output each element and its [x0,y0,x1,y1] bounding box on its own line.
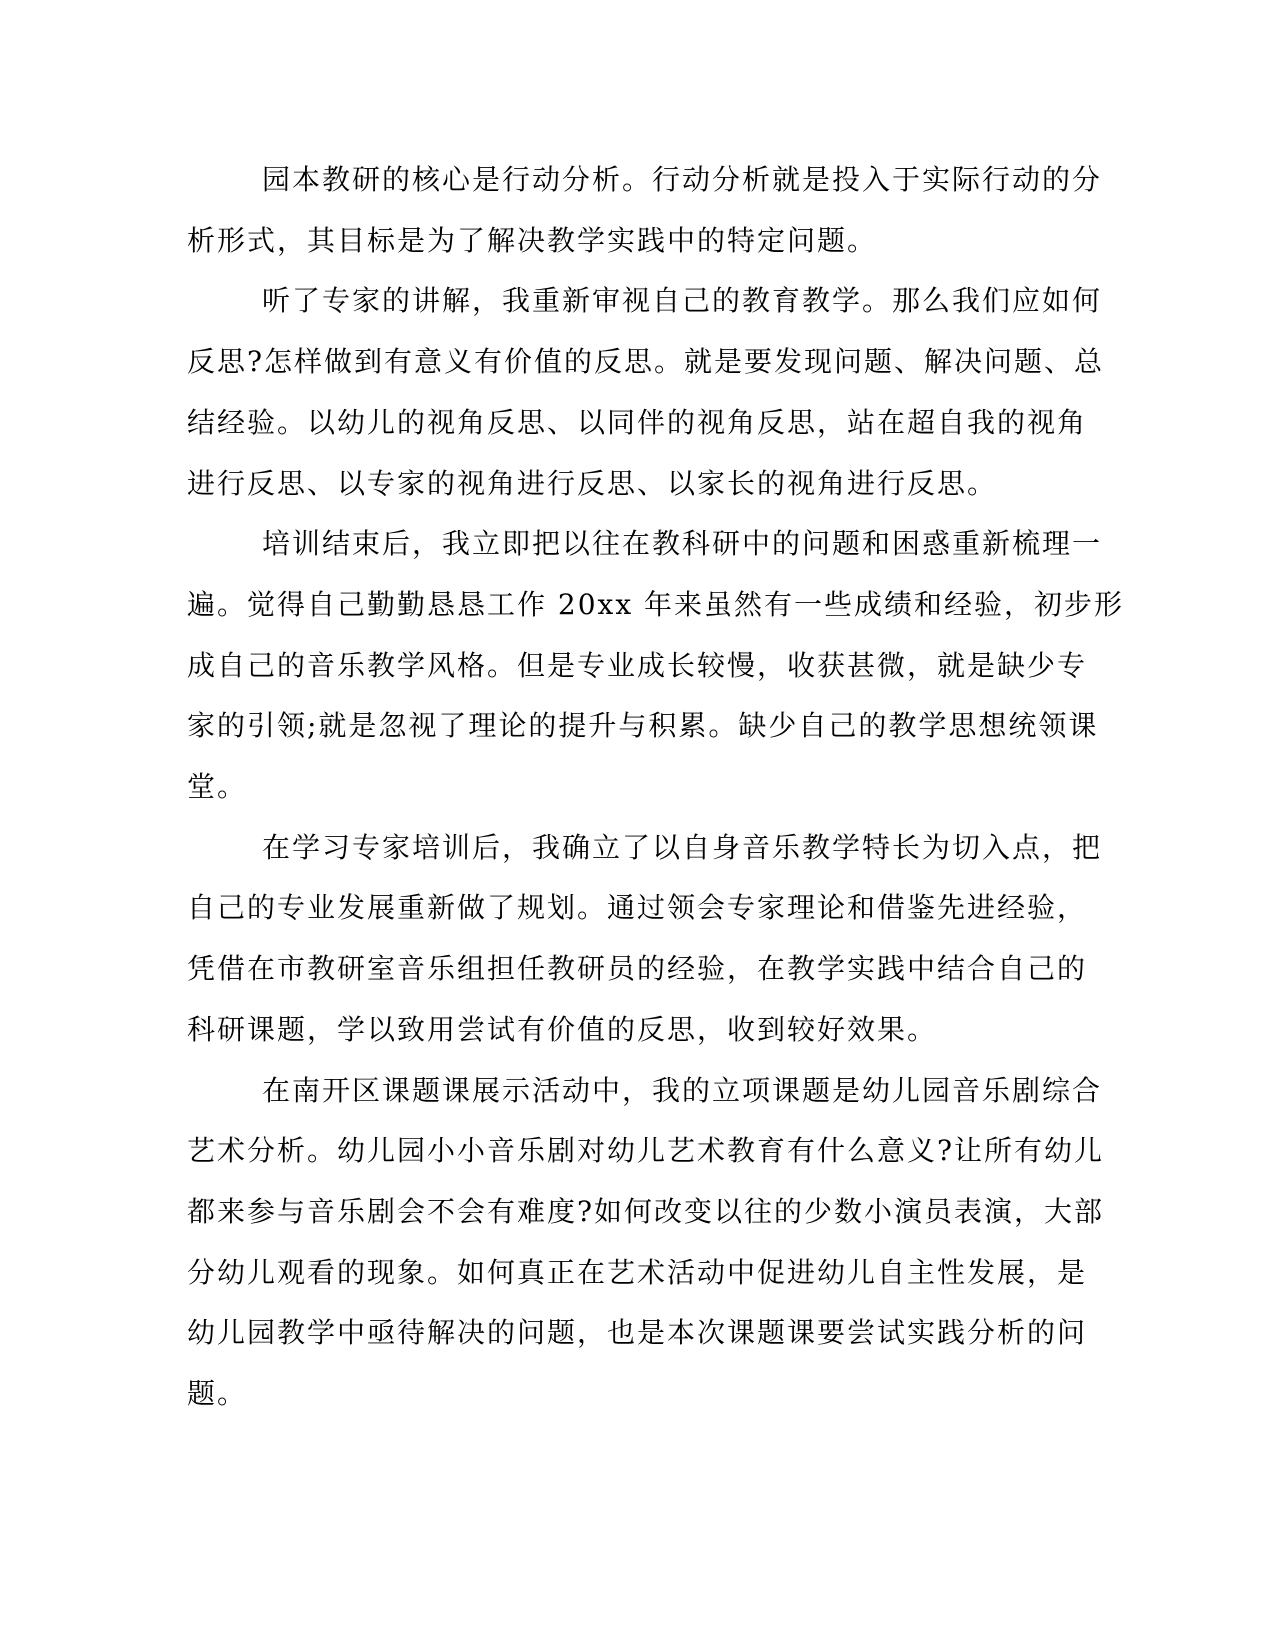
paragraph [187,1061,1105,1425]
paragraph-line: 分幼儿观看的现象。如何真正在艺术活动中促进幼儿自主性发展，是 [187,1255,1088,1289]
paragraph [187,818,1103,1061]
paragraph-line: 都来参与音乐剧会不会有难度?如何改变以往的少数小演员表演，大部 [187,1194,1105,1228]
paragraph-line: 艺术分析。幼儿园小小音乐剧对幼儿艺术教育有什么意义?让所有幼儿 [187,1134,1105,1168]
paragraph-line: 结经验。以幼儿的视角反思、以同伴的视角反思，站在超自我的视角 [187,405,1088,439]
paragraph-line: 在学习专家培训后，我确立了以自身音乐教学特长为切入点，把 [262,830,1103,864]
paragraph-line: 反思?怎样做到有意义有价值的反思。就是要发现问题、解决问题、总 [187,345,1105,379]
paragraph-line: 成自己的音乐教学风格。但是专业成长较慢，收获甚微，就是缺少专 [187,648,1088,682]
paragraph [187,514,1125,818]
paragraph-line: 幼儿园教学中亟待解决的问题，也是本次课题课要尝试实践分析的问 [187,1316,1088,1350]
paragraph-line: 凭借在市教研室音乐组担任教研员的经验，在教学实践中结合自己的 [187,952,1088,986]
paragraph-line: 遍。觉得自己勤勤恳恳工作 20xx 年来虽然有一些成绩和经验，初步形 [187,587,1125,621]
paragraph-line: 堂。 [187,770,248,804]
paragraph-line: 培训结束后，我立即把以往在教科研中的问题和困惑重新梳理一 [262,527,1103,561]
paragraph-line: 题。 [187,1377,248,1411]
paragraph [187,150,1103,271]
paragraph [187,271,1105,514]
paragraph-line: 自己的专业发展重新做了规划。通过领会专家理论和借鉴先进经验， [187,891,1088,925]
paragraph-line: 听了专家的讲解，我重新审视自己的教育教学。那么我们应如何 [262,284,1103,318]
paragraph-line: 家的引领;就是忽视了理论的提升与积累。缺少自己的教学思想统领课 [187,709,1099,743]
paragraph-line: 园本教研的核心是行动分析。行动分析就是投入于实际行动的分 [262,163,1103,196]
paragraph-line: 析形式，其目标是为了解决教学实践中的特定问题。 [187,223,878,257]
paragraph-line: 进行反思、以专家的视角进行反思、以家长的视角进行反思。 [187,466,998,500]
paragraph-line: 在南开区课题课展示活动中，我的立项课题是幼儿园音乐剧综合 [262,1073,1103,1107]
document-body [187,150,1125,1425]
paragraph-line: 科研课题，学以致用尝试有价值的反思，收到较好效果。 [187,1012,938,1046]
